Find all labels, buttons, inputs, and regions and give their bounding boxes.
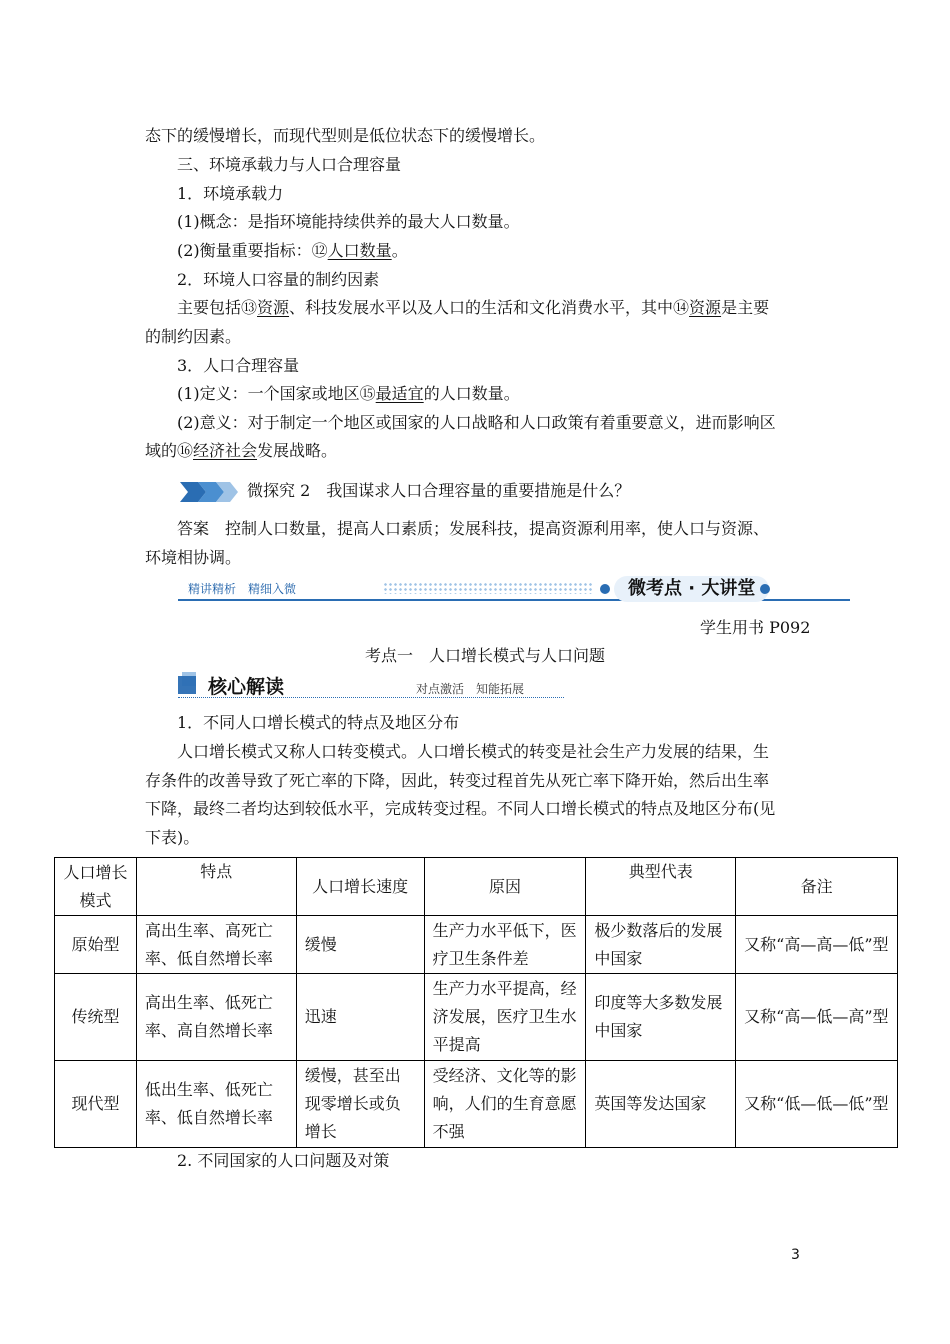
text-span: 主要包括⑬ xyxy=(177,298,258,317)
text-span: 发展战略。 xyxy=(257,441,338,460)
text-line: (1)概念：是指环境能持续供养的最大人口数量。 xyxy=(177,212,520,231)
text-line: 存条件的改善导致了死亡率的下降，因此，转变过程首先从死亡率下降开始，然后出生率 xyxy=(145,771,770,790)
explore-question: 微探究 2 我国谋求人口合理容量的重要措施是什么？ xyxy=(247,481,631,500)
topic-title: 考点一 人口增长模式与人口问题 xyxy=(365,646,606,665)
text-line xyxy=(177,298,769,318)
table-cell: 又称“高—低—高”型 xyxy=(736,974,898,1061)
answer-line: 环境相协调。 xyxy=(145,548,242,567)
banner-title: 微考点 · 大讲堂 xyxy=(614,576,769,602)
text-line xyxy=(177,384,520,404)
table-header-cell: 人口增长速度 xyxy=(296,858,424,916)
table-cell: 英国等发达国家 xyxy=(586,1061,736,1148)
text-span: 是主要 xyxy=(721,298,770,317)
text-span: (1)定义：一个国家或地区⑮ xyxy=(177,384,376,403)
table-cell: 极少数落后的发展中国家 xyxy=(586,916,736,974)
text-span: 域的⑯ xyxy=(145,441,194,460)
table-cell: 高出生率、高死亡率、低自然增长率 xyxy=(136,916,296,974)
table-cell: 传统型 xyxy=(55,974,137,1061)
text-line xyxy=(177,241,408,261)
section-heading: 三、环境承载力与人口合理容量 xyxy=(177,155,402,174)
core-reading-header xyxy=(178,672,564,702)
square-icon xyxy=(178,676,196,694)
banner-tabs: 精讲精析 精细入微 xyxy=(188,582,297,596)
table-cell: 生产力水平低下，医疗卫生条件差 xyxy=(424,916,586,974)
subsection-heading: 1．不同人口增长模式的特点及地区分布 xyxy=(177,713,460,732)
table-row xyxy=(55,916,898,974)
table-header-row xyxy=(55,858,898,916)
core-reading-subtitle: 对点激活 知能拓展 xyxy=(416,682,525,696)
answer-line: 答案 控制人口数量，提高人口素质；发展科技，提高资源利用率，使人口与资源、 xyxy=(177,519,770,538)
table-header-cell: 特点 xyxy=(136,858,296,916)
table-header-cell: 原因 xyxy=(424,858,586,916)
text-span: 。 xyxy=(391,241,408,260)
table-cell: 又称“低—低—低”型 xyxy=(736,1061,898,1148)
underlined-answer: 资源 xyxy=(689,298,722,317)
table-cell: 缓慢 xyxy=(296,916,424,974)
subsection-heading: 2. 不同国家的人口问题及对策 xyxy=(177,1151,390,1170)
text-line: 人口增长模式又称人口转变模式。人口增长模式的转变是社会生产力发展的结果，生 xyxy=(177,742,770,761)
table-cell: 原始型 xyxy=(55,916,137,974)
subsection-heading: 1．环境承载力 xyxy=(177,184,284,203)
table-cell: 印度等大多数发展中国家 xyxy=(586,974,736,1061)
text-line: 下表)。 xyxy=(145,828,200,847)
table-header-cell: 典型代表 xyxy=(586,858,736,916)
text-line: 下降，最终二者均达到较低水平，完成转变过程。不同人口增长模式的特点及地区分布(见 xyxy=(145,799,776,818)
subsection-heading: 2．环境人口容量的制约因素 xyxy=(177,270,380,289)
table-cell: 迅速 xyxy=(296,974,424,1061)
arrow-icon xyxy=(178,478,240,506)
table-cell: 缓慢，甚至出现零增长或负增长 xyxy=(296,1061,424,1148)
table-cell: 高出生率、低死亡率、高自然增长率 xyxy=(136,974,296,1061)
underlined-answer: 最适宜 xyxy=(375,384,424,403)
text-line xyxy=(145,441,337,461)
underlined-answer: 经济社会 xyxy=(193,441,258,460)
underlined-answer: 资源 xyxy=(257,298,290,317)
text-span: 的人口数量。 xyxy=(423,384,520,403)
text-line: (2)意义：对于制定一个地区或国家的人口战略和人口政策有着重要意义，进而影响区 xyxy=(177,413,776,432)
table-header-cell: 人口增长模式 xyxy=(55,858,137,916)
table-cell: 受经济、文化等的影响，人们的生育意愿不强 xyxy=(424,1061,586,1148)
banner-dot-icon xyxy=(760,584,770,594)
text-line: 的制约因素。 xyxy=(145,327,242,346)
table-row xyxy=(55,974,898,1061)
growth-model-table xyxy=(54,857,898,1148)
table-cell: 低出生率、低死亡率、低自然增长率 xyxy=(136,1061,296,1148)
underlined-answer: 人口数量 xyxy=(327,241,392,260)
page-reference: 学生用书 P092 xyxy=(700,618,811,637)
table-row xyxy=(55,1061,898,1148)
text-span: 、科技发展水平以及人口的生活和文化消费水平，其中⑭ xyxy=(289,298,690,317)
banner-dots xyxy=(383,582,593,594)
banner-dot-icon xyxy=(600,584,610,594)
text-span: (2)衡量重要指标：⑫ xyxy=(177,241,328,260)
text-line: 态下的缓慢增长，而现代型则是低位状态下的缓慢增长。 xyxy=(145,126,546,145)
table-cell: 又称“高—高—低”型 xyxy=(736,916,898,974)
subsection-heading: 3．人口合理容量 xyxy=(177,356,300,375)
table-cell: 现代型 xyxy=(55,1061,137,1148)
section-banner xyxy=(178,576,850,604)
core-rule xyxy=(178,697,564,699)
table-header-cell: 备注 xyxy=(736,858,898,916)
core-reading-title: 核心解读 xyxy=(208,676,285,698)
page-number: 3 xyxy=(791,1247,800,1263)
table-cell: 生产力水平提高，经济发展，医疗卫生水平提高 xyxy=(424,974,586,1061)
